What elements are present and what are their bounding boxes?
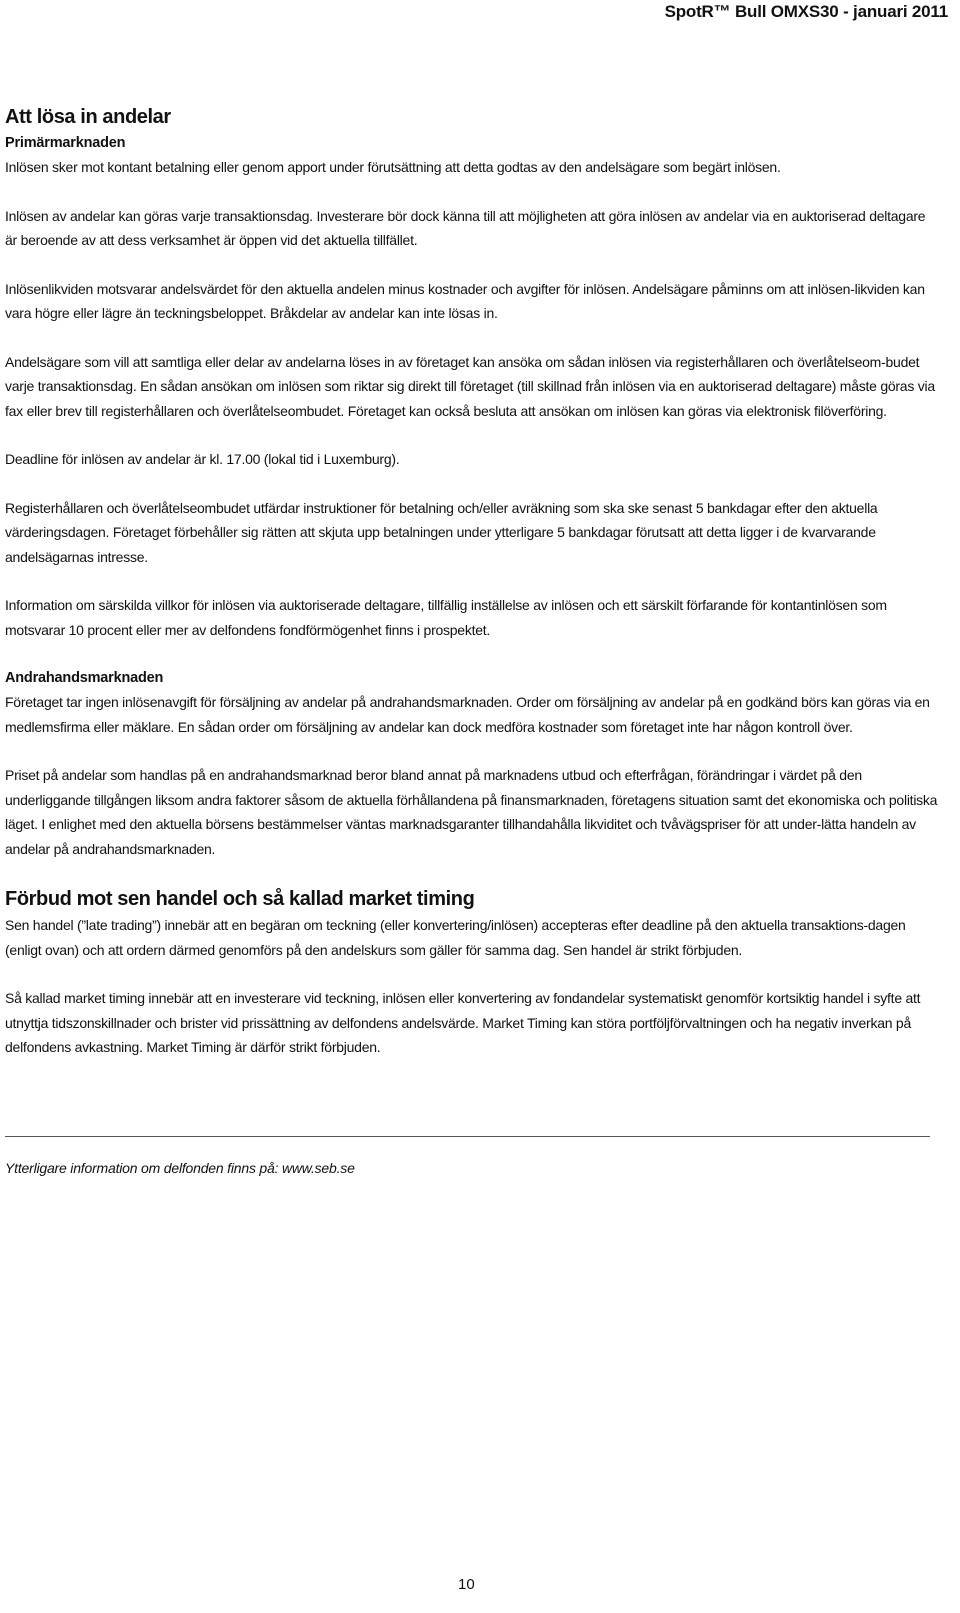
paragraph: Inlösenlikviden motsvarar andelsvärdet för den aktuella andelen minus kostnader och avgifter för inlösen. Andelsägare påminns om att inlösen-likviden kan vara högre eller lägre än teckningsbeloppet. Bråkdelar av andelar kan inte lösas in. xyxy=(5,280,925,321)
footer-note: Ytterligare information om delfonden finns på: www.seb.se xyxy=(5,1160,355,1176)
paragraph: Registerhållaren och överlåtelseombudet utfärdar instruktioner för betalning och/eller avräkning som ska ske senast 5 bankdagar efter den aktuella värderingsdagen. Företaget förbehåller sig rätten att skjuta upp betalningen under ytterligare 5 bankdagar förutsatt att detta ligger i de kvarvarande andelsägarnas intresse. xyxy=(5,499,878,565)
page-number: 10 xyxy=(458,1576,475,1593)
paragraph: Så kallad market timing innebär att en investerare vid teckning, inlösen eller konvertering av fondandelar systematiskt genomför kortsiktig handel i syfte att utnyttja tidszonskillnader och brister vid prissättning av delfondens andelsvärde. Market Timing kan störa portföljförvaltningen och ha negativ inverkan på delfondens avkastning. Market Timing är därför strikt förbjuden. xyxy=(5,990,921,1055)
section-title-market-timing: Förbud mot sen handel och så kallad market timing xyxy=(5,888,475,910)
paragraph: Företaget tar ingen inlösenavgift för försäljning av andelar på andrahandsmarknaden. Order om försäljning av andelar på en godkänd börs kan göras via en medlemsfirma eller mäklare. En sådan order om försäljning av andelar kan dock medföra kostnader som företaget inte har någon kontroll över. xyxy=(5,694,930,735)
page-header-title: SpotR™ Bull OMXS30 - januari 2011 xyxy=(664,2,948,21)
paragraph: Information om särskilda villkor för inlösen via auktoriserade deltagare, tillfällig inställelse av inlösen och ett särskilt förfarande för kontantinlösen som motsvarar 10 procent eller mer av delfondens fondförmögenhet finns i prospektet. xyxy=(5,597,887,638)
document-body xyxy=(5,103,940,1060)
paragraph: Priset på andelar som handlas på en andrahandsmarknad beror bland annat på marknadens utbud och efterfrågan, förändringar i värdet på den underliggande tillgången liksom andra faktorer såsom de aktuella förhållandena på finansmarknaden, företagens situation samt det ekonomiska och politiska läget. I enlighet med den aktuella börsens bestämmelser väntas marknadsgaranter tillhandahålla likviditet och tvåvägspriser för att under-lätta handeln av andelar på andrahandsmarknaden. xyxy=(5,767,938,857)
paragraph: Sen handel (”late trading”) innebär att en begäran om teckning (eller konvertering/inlösen) accepteras efter deadline på den aktuella transaktions-dagen (enligt ovan) och att ordern därmed genomförs på den andelskurs som gäller för samma dag. Sen handel är strikt förbjuden. xyxy=(5,917,906,958)
subheading-primary-market: Primärmarknaden xyxy=(5,135,126,151)
paragraph: Inlösen sker mot kontant betalning eller genom apport under förutsättning att detta godtas av den andelsägare som begärt inlösen. xyxy=(5,159,781,175)
section-title-redemption: Att lösa in andelar xyxy=(5,106,171,128)
paragraph: Inlösen av andelar kan göras varje transaktionsdag. Investerare bör dock känna till att möjligheten att göra inlösen av andelar via en auktoriserad deltagare är beroende av att dess verksamhet är öppen vid det aktuella tillfället. xyxy=(5,207,926,248)
paragraph: Andelsägare som vill att samtliga eller delar av andelarna löses in av företaget kan ansöka om sådan inlösen via registerhållaren och överlåtelseom-budet varje transaktionsdag. En sådan ansökan om inlösen som riktar sig direkt till företaget (till skillnad från inlösen via en auktoriserad deltagare) måste göras via fax eller brev till registerhållaren och överlåtelseombudet. Företaget kan också besluta att ansökan om inlösen kan göras via elektronisk filöverföring. xyxy=(5,353,935,419)
subheading-secondary-market: Andrahandsmarknaden xyxy=(5,670,164,686)
paragraph-deadline: Deadline för inlösen av andelar är kl. 17.00 (lokal tid i Luxemburg). xyxy=(5,451,400,467)
footer-divider xyxy=(5,1136,930,1137)
